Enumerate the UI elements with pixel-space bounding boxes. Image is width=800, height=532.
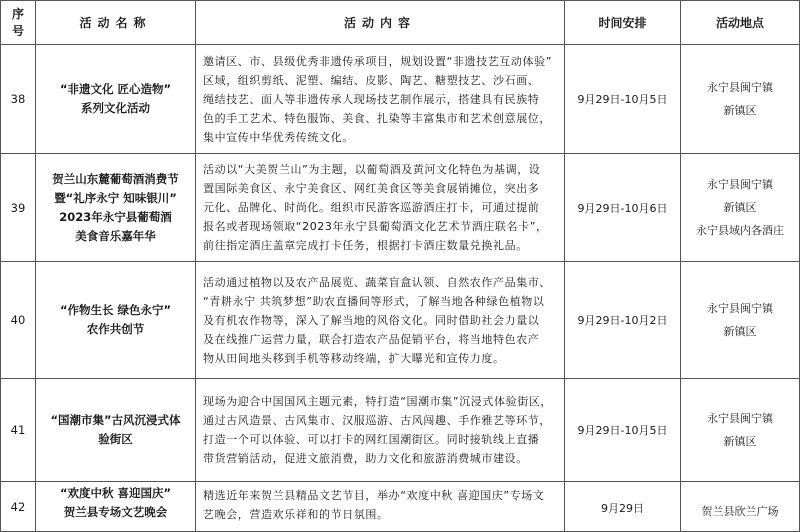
content-line: 带货营销活动，促进文旅消费，助力文化和旅游消费城市建设。: [203, 452, 528, 465]
activity-name-line: 2023年永宁县葡萄酒: [59, 209, 172, 224]
activity-time: 9月29日-10月2日: [565, 262, 681, 379]
location-line: 永宁县闽宁镇: [707, 178, 773, 191]
content-line: 集中宣传中华优秀传统文化。: [203, 130, 354, 144]
content-line: 邀请区、市、县级优秀非遗传承项目，规划设置“非遗技艺互动体验”: [203, 54, 552, 68]
content-line: 区域，组织剪纸、泥塑、编结、皮影、陶艺、糖塑技艺、沙石画、: [203, 73, 540, 87]
activity-location: [681, 262, 800, 379]
location-line: 永宁县闽宁镇: [707, 81, 773, 94]
location-line: 新镇区: [723, 325, 757, 338]
activity-content: [196, 262, 565, 379]
row-index: 39: [1, 154, 36, 262]
activity-time: 9月29日-10月5日: [565, 379, 681, 482]
content-line: 置国际美食区、永宁美食区、网红美食区等美食展销摊位，突出多: [203, 182, 540, 195]
header-activity-content: 活动内容: [196, 1, 565, 45]
location-line: 新镇区: [723, 201, 757, 214]
activity-content: [196, 379, 565, 482]
location-line: 永宁县闽宁镇: [707, 412, 773, 425]
activity-content: [196, 45, 565, 154]
activity-name: [36, 262, 196, 379]
content-line: “青耕永宁 共筑梦想”助农直播间等形式，了解当地各种绿色植物以: [203, 294, 545, 308]
activity-location: [681, 45, 800, 154]
content-line: 色的手工艺术、特色服饰、美食、扎染等丰富集市和艺术创意展位，: [203, 111, 551, 125]
activity-name: [36, 379, 196, 482]
content-line: 现场为迎合中国国风主题元素，特打造“国潮市集”沉浸式体验街区，: [203, 395, 552, 408]
table-row: [1, 45, 800, 154]
table-row: [1, 154, 800, 262]
content-line: 报名或者现场领取“2023年永宁县葡萄酒文化艺术节酒庄联名卡”，: [203, 220, 548, 233]
activity-content: [196, 482, 565, 532]
activity-name-line: “非遗文化 匠心造物”: [59, 82, 172, 96]
header-time: 时间安排: [565, 1, 681, 45]
location-line: 永宁县闽宁镇: [707, 302, 773, 315]
activity-name-line: 农作共创节: [86, 322, 145, 336]
row-index: 41: [1, 379, 36, 482]
header-activity-name: 活动名称: [36, 1, 196, 45]
activity-name-line: 系列文化活动: [81, 101, 150, 115]
activity-location: [681, 482, 800, 532]
activity-name-line: 贺兰山东麓葡萄酒消费节: [52, 171, 179, 186]
content-line: 绳结技艺、面人等非遗传承人现场技艺制作展示，搭建具有民族特: [203, 92, 540, 106]
activity-name: [36, 45, 196, 154]
activity-time: 9月29日-10月6日: [565, 154, 681, 262]
activity-name-line: 暨“礼序永宁 知味银川”: [54, 190, 177, 205]
activity-name-line: 贺兰县专场文艺晚会: [63, 505, 168, 519]
location-line: 贺兰县欣兰广场: [701, 505, 779, 518]
content-line: 及在线推广运营力量，联合打造农产品促销平台，将当地特色农产: [203, 332, 540, 346]
activity-time: 9月29日: [565, 482, 681, 532]
row-index: 38: [1, 45, 36, 154]
activity-name-line: 验街区: [98, 432, 133, 446]
content-line: 通过古风造景、古风集市、汉服巡游、古风闯趣、手作雅艺等环节，: [203, 414, 551, 427]
content-line: 活动以“大美贺兰山”为主题，以葡萄酒及黄河文化特色为基调，设: [203, 163, 541, 176]
activity-location: [681, 154, 800, 262]
table-row: [1, 482, 800, 532]
content-line: 活动通过植物以及农产品展览、蔬菜盲盒认领、自然农作产品集市、: [203, 275, 551, 289]
content-line: 精选近年来贺兰县精品文艺节目，举办“欢度中秋 喜迎国庆”专场文: [203, 489, 545, 502]
content-line: 元化、品牌化、时尚化。组织市民游客巡游酒庄打卡，可通过提前: [203, 201, 540, 214]
content-line: 前往指定酒庄盖章完成打卡任务，根据打卡酒庄数量兑换礼品。: [203, 239, 528, 252]
activity-location: [681, 379, 800, 482]
row-index: 40: [1, 262, 36, 379]
activity-name-line: “国潮市集”古风沉浸式体: [50, 413, 181, 427]
content-line: 物从田间地头移到手机等移动终端，扩大曝光和宣传力度。: [203, 351, 505, 365]
content-line: 艺晚会，营造欢乐祥和的节日氛围。: [203, 508, 389, 521]
header-location: 活动地点: [681, 1, 800, 45]
row-index: 42: [1, 482, 36, 532]
content-line: 及有机农作物等，深入了解当地的风俗文化。同时借助社会力量以: [203, 313, 540, 327]
table-header-row: [1, 1, 800, 45]
activity-name-line: 美食音乐嘉年华: [75, 228, 156, 243]
location-line: 新镇区: [723, 435, 757, 448]
activity-name-line: “作物生长 绿色永宁”: [59, 303, 172, 317]
header-index: 序 号: [1, 1, 36, 45]
activity-time: 9月29日-10月5日: [565, 45, 681, 154]
activity-name: [36, 482, 196, 532]
activity-content: [196, 154, 565, 262]
location-line: 新镇区: [723, 104, 757, 117]
activity-name: [36, 154, 196, 262]
table-row: [1, 379, 800, 482]
table-row: [1, 262, 800, 379]
activity-name-line: “欢度中秋 喜迎国庆”: [59, 486, 172, 500]
location-line: 永宁县域内各酒庄: [696, 224, 784, 237]
content-line: 打造一个可以体验、可以打卡的网红国潮街区。同时接轨线上直播: [203, 433, 540, 446]
